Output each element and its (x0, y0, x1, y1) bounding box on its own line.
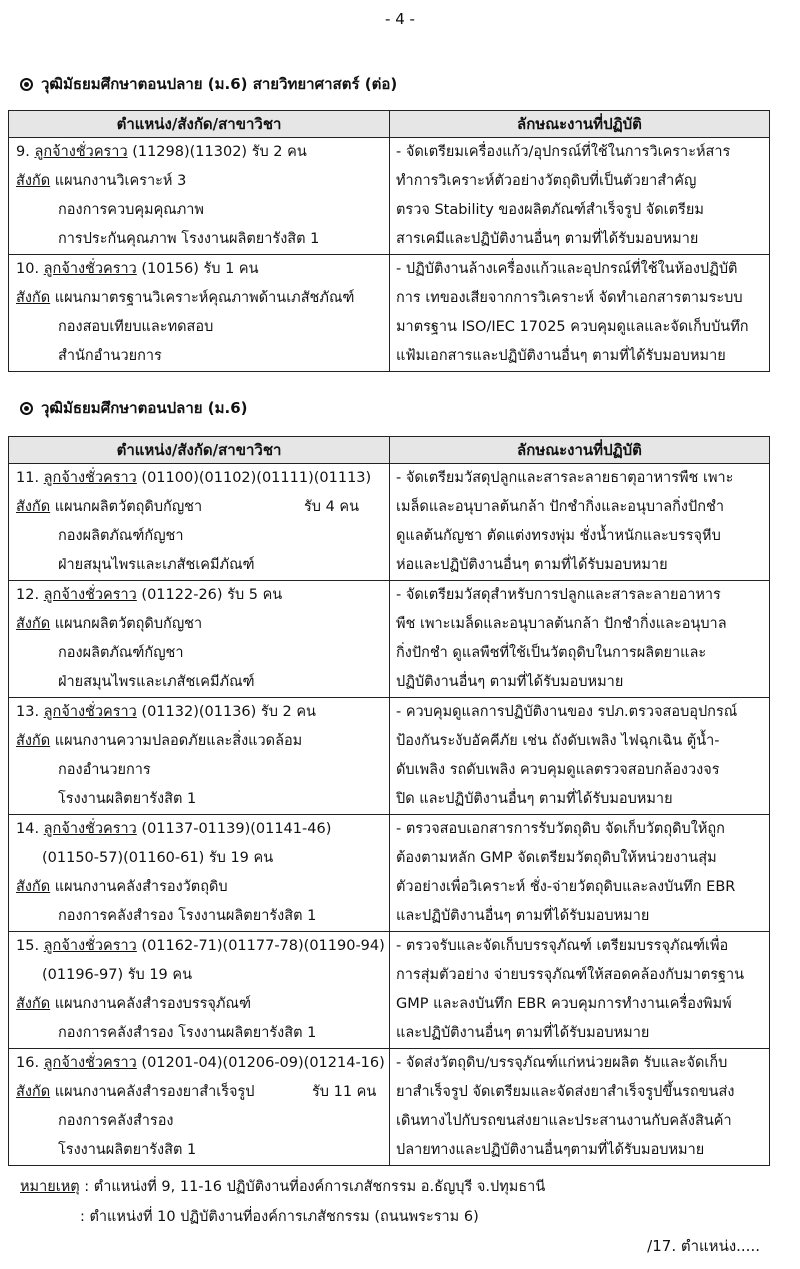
table-row (9, 932, 770, 1049)
position-cell: 16. ลูกจ้างชั่วคราว (01201-04)(01206-09)(01214-16) สังกัด แผนกงานคลังสำรองยาสำเร็จรูป รับ 11 คน กองการคลังสำรอง โรงงานผลิตยารังสิต 1 (9, 1049, 390, 1166)
position-cell: 12. ลูกจ้างชั่วคราว (01122-26) รับ 5 คน สังกัด แผนกผลิตวัตถุดิบกัญชา กองผลิตภัณฑ์กัญชา ฝ่ายสมุนไพรและเภสัชเคมีภัณฑ์ (9, 581, 390, 698)
duties-cell: - จัดเตรียมวัสดุสำหรับการปลูกและสารละลายอาหาร พืช เพาะเมล็ดและอนุบาลต้นกล้า ปักชำกิ่งและอนุบาล กิ่งปักชำ ดูแลพืชที่ใช้เป็นวัตถุดิบในการผลิตยาและ ปฏิบัติงานอื่นๆ ตามที่ได้รับมอบหมาย (390, 581, 770, 698)
duties-cell: - จัดเตรียมเครื่องแก้ว/อุปกรณ์ที่ใช้ในการวิเคราะห์สาร ทำการวิเคราะห์ตัวอย่างวัตถุดิบที่เป็นตัวยาสำคัญ ตรวจ Stability ของผลิตภัณฑ์สำเร็จรูป จัดเตรียม สารเคมีและปฏิบัติงานอื่นๆ ตามที่ได้รับมอบหมาย (390, 138, 770, 255)
positions-table-1 (8, 110, 770, 372)
duties-cell: - ตรวจรับและจัดเก็บบรรจุภัณฑ์ เตรียมบรรจุภัณฑ์เพื่อ การสุ่มตัวอย่าง จ่ายบรรจุภัณฑ์ให้สอดคล้องกับมาตรฐาน GMP และลงบันทึก EBR ควบคุมการทำงานเครื่องพิมพ์ และปฏิบัติงานอื่นๆ ตามที่ได้รับมอบหมาย (390, 932, 770, 1049)
section-heading-science (20, 72, 397, 96)
table-header (9, 437, 770, 464)
bullet-icon (20, 78, 33, 91)
col-header-duties: ลักษณะงานที่ปฏิบัติ (390, 111, 770, 138)
duties-cell: - จัดส่งวัตถุดิบ/บรรจุภัณฑ์แก่หน่วยผลิต รับและจัดเก็บ ยาสำเร็จรูป จัดเตรียมและจัดส่งยาสำเร็จรูปขึ้นรถขนส่ง เดินทางไปกับรถขนส่งยาและประสานงานกับคลังสินค้า ปลายทางและปฏิบัติงานอื่นๆตามที่ได้รับมอบหมาย (390, 1049, 770, 1166)
position-cell: 13. ลูกจ้างชั่วคราว (01132)(01136) รับ 2 คน สังกัด แผนกงานความปลอดภัยและสิ่งแวดล้อม กองอำนวยการ โรงงานผลิตยารังสิต 1 (9, 698, 390, 815)
continuation-footer: /17. ตำแหน่ง..... (647, 1237, 760, 1255)
table-row (9, 815, 770, 932)
positions-table-2 (8, 436, 770, 1166)
position-cell: 15. ลูกจ้างชั่วคราว (01162-71)(01177-78)(01190-94) (01196-97) รับ 19 คน สังกัด แผนกงานคลังสำรองบรรจุภัณฑ์ กองการคลังสำรอง โรงงานผลิตยารังสิต 1 (9, 932, 390, 1049)
bullet-icon (20, 402, 33, 415)
table-row (9, 698, 770, 815)
table-row (9, 464, 770, 581)
notes-label: หมายเหตุ (20, 1179, 80, 1195)
position-cell: 14. ลูกจ้างชั่วคราว (01137-01139)(01141-46) (01150-57)(01160-61) รับ 19 คน สังกัด แผนกงานคลังสำรองวัตถุดิบ กองการคลังสำรอง โรงงานผลิตยารังสิต 1 (9, 815, 390, 932)
position-cell: 10. ลูกจ้างชั่วคราว (10156) รับ 1 คน สังกัด แผนกมาตรฐานวิเคราะห์คุณภาพด้านเภสัชภัณฑ์ กองสอบเทียบและทดสอบ สำนักอำนวยการ (9, 255, 390, 372)
table-row (9, 255, 770, 372)
position-cell: 9. ลูกจ้างชั่วคราว (11298)(11302) รับ 2 คน สังกัด แผนกงานวิเคราะห์ 3 กองการควบคุมคุณภาพ การประกันคุณภาพ โรงงานผลิตยารังสิต 1 (9, 138, 390, 255)
page-number: - 4 - (385, 10, 415, 28)
duties-cell: - ปฏิบัติงานล้างเครื่องแก้วและอุปกรณ์ที่ใช้ในห้องปฏิบัติ การ เทของเสียจากการวิเคราะห์ จัดทำเอกสารตามระบบ มาตรฐาน ISO/IEC 17025 ควบคุมดูแลและจัดเก็บบันทึก แฟ้มเอกสารและปฏิบัติงานอื่นๆ ตามที่ได้รับมอบหมาย (390, 255, 770, 372)
table-row (9, 1049, 770, 1166)
section-title: วุฒิมัธยมศึกษาตอนปลาย (ม.6) สายวิทยาศาสตร์ (ต่อ) (41, 75, 398, 93)
position-cell: 11. ลูกจ้างชั่วคราว (01100)(01102)(01111)(01113) สังกัด แผนกผลิตวัตถุดิบกัญชา รับ 4 คน กองผลิตภัณฑ์กัญชา ฝ่ายสมุนไพรและเภสัชเคมีภัณฑ์ (9, 464, 390, 581)
note-line: : ตำแหน่งที่ 9, 11-16 ปฏิบัติงานที่องค์การเภสัชกรรม อ.ธัญบุรี จ.ปทุมธานี (79, 1179, 546, 1195)
table-row (9, 138, 770, 255)
duties-cell: - ควบคุมดูแลการปฏิบัติงานของ รปภ.ตรวจสอบอุปกรณ์ ป้องกันระงับอัคคีภัย เช่น ถังดับเพลิง ไฟฉุกเฉิน ตู้น้ำ- ดับเพลิง รถดับเพลิง ควบคุมดูแลตรวจสอบกล้องวงจร ปิด และปฏิบัติงานอื่นๆ ตามที่ได้รับมอบหมาย (390, 698, 770, 815)
table-header (9, 111, 770, 138)
col-header-position: ตำแหน่ง/สังกัด/สาขาวิชา (9, 437, 390, 464)
duties-cell: - ตรวจสอบเอกสารการรับวัตถุดิบ จัดเก็บวัตถุดิบให้ถูก ต้องตามหลัก GMP จัดเตรียมวัตถุดิบให้หน่วยงานสุ่ม ตัวอย่างเพื่อวิเคราะห์ ชั่ง-จ่ายวัตถุดิบและลงบันทึก EBR และปฏิบัติงานอื่นๆ ตามที่ได้รับมอบหมาย (390, 815, 770, 932)
notes (20, 1172, 545, 1232)
section-title: วุฒิมัธยมศึกษาตอนปลาย (ม.6) (41, 399, 248, 417)
col-header-position: ตำแหน่ง/สังกัด/สาขาวิชา (9, 111, 390, 138)
duties-cell: - จัดเตรียมวัสดุปลูกและสารละลายธาตุอาหารพืช เพาะ เมล็ดและอนุบาลต้นกล้า ปักชำกิ่งและอนุบาลกิ่งปักชำ ดูแลต้นกัญชา ตัดแต่งทรงพุ่ม ชั่งน้ำหนักและบรรจุหีบ ห่อและปฏิบัติงานอื่นๆ ตามที่ได้รับมอบหมาย (390, 464, 770, 581)
table-row (9, 581, 770, 698)
col-header-duties: ลักษณะงานที่ปฏิบัติ (390, 437, 770, 464)
note-line: : ตำแหน่งที่ 10 ปฏิบัติงานที่องค์การเภสัชกรรม (ถนนพระราม 6) (80, 1209, 479, 1225)
section-heading-general (20, 396, 248, 420)
